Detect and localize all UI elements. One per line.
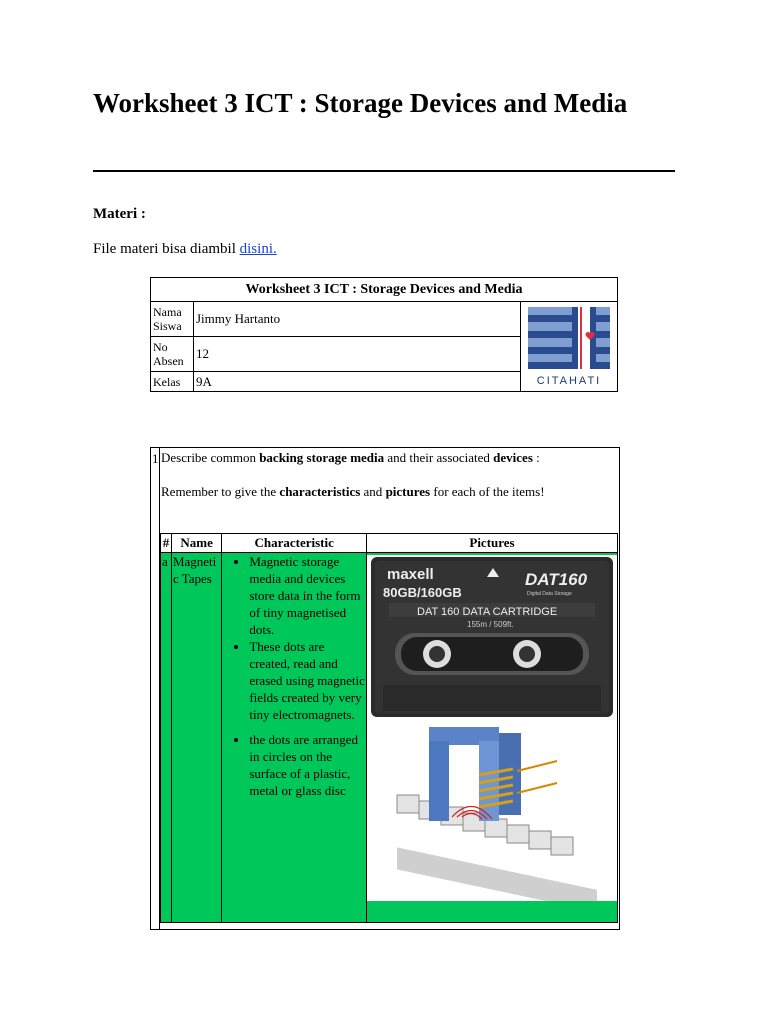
file-text: File materi bisa diambil — [93, 241, 240, 257]
q-text-1c: and their associated — [384, 450, 494, 465]
row-id: a — [161, 553, 172, 923]
characteristic-item: • These dots are created, read and erased using magnetic fields created by very tiny electromagnets. — [249, 638, 365, 723]
row-characteristics — [222, 553, 367, 923]
characteristic-item: • Magnetic storage media and devices store data in the form of tiny magnetised dots. — [249, 553, 365, 638]
q-text-2d: pictures — [385, 484, 431, 499]
q-text-2e: for each of the items! — [430, 484, 545, 499]
header-characteristic: Characteristic — [222, 534, 367, 553]
cartridge-brand: maxell — [387, 566, 434, 583]
q-text-2b: characteristics — [279, 484, 361, 499]
title-divider — [93, 170, 675, 172]
cartridge-label: DAT 160 DATA CARTRIDGE — [417, 606, 558, 618]
header-pictures: Pictures — [367, 534, 618, 553]
magnetic-tape-pictures — [367, 555, 617, 901]
school-logo — [521, 302, 618, 392]
row-name: Magnetic Tapes — [171, 553, 221, 923]
file-link[interactable]: disini. — [239, 241, 277, 257]
logo-text: CITAHATI — [536, 374, 602, 387]
student-info-table — [150, 277, 618, 392]
cartridge-badge: DAT160 — [525, 570, 588, 589]
header-name: Name — [171, 534, 221, 553]
items-table — [160, 533, 618, 923]
header-hash: # — [161, 534, 172, 553]
page-title: Worksheet 3 ICT : Storage Devices and Media — [93, 88, 628, 118]
row-pictures — [367, 553, 618, 923]
materi-label: Materi : — [93, 206, 146, 222]
q-text-1b: backing storage media — [259, 450, 385, 465]
q-text-2c: and — [360, 484, 386, 499]
cartridge-capacity: 80GB/160GB — [383, 585, 462, 600]
q-text-1d: devices — [493, 450, 533, 465]
cartridge-badge-sub: Digital Data Storage — [527, 591, 572, 597]
characteristic-item: • the dots are arranged in circles on the surface of a plastic, metal or glass disc — [249, 731, 365, 799]
question-box — [150, 447, 620, 930]
q-text-1e: : — [532, 450, 540, 465]
question-text — [161, 450, 611, 518]
kelas-label: Kelas — [151, 372, 194, 392]
kelas-value: 9A — [194, 372, 521, 392]
name-value: Jimmy Hartanto — [194, 302, 521, 337]
characteristics-list — [223, 553, 365, 799]
q-text-1a: Describe common — [161, 450, 260, 465]
q-text-2a: Remember to give the — [161, 484, 280, 499]
absen-value: 12 — [194, 337, 521, 372]
cartridge-length: 155m / 509ft. — [467, 620, 514, 629]
student-table-header: Worksheet 3 ICT : Storage Devices and Media — [151, 278, 618, 302]
citahati-logo-icon — [528, 307, 610, 369]
file-line — [93, 241, 277, 258]
question-number: 1 — [152, 451, 159, 466]
name-label: Nama Siswa — [151, 302, 194, 337]
dat-cartridge-image — [371, 557, 613, 717]
absen-label: No Absen — [151, 337, 194, 372]
